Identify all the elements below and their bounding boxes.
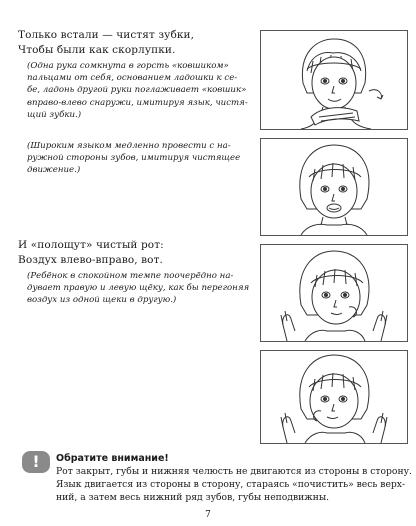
verse-line: И «полощут» чистый рот: [18,239,164,251]
instruction-line: вправо-влево снаружи, имитируя язык, чистя- [27,97,248,108]
girl-cheek-left-illustration [260,350,408,444]
instruction-line: пальцами от себя, основанием ладошки к се- [27,73,238,84]
girl-tongue-illustration [260,138,408,236]
note-title: Обратите внимание! [56,453,169,464]
girl-cheek-right-illustration [260,244,408,342]
instruction-line: дувает правую и левую щёку, как бы перегоняя [27,283,250,294]
instruction-2 [27,140,240,177]
girl-brushing-hands-illustration [260,30,408,130]
note-line: Язык двигается из стороны в сторону, стараясь «почистить» весь верх- [56,479,406,490]
note-line: ний, а затем весь нижний ряд зубов, губы неподвижны. [56,492,330,503]
note-line: Рот закрыт, губы и нижняя челюсть не двигаются из стороны в сторону. [56,466,412,477]
verse-line: Чтобы были как скорлупки. [18,44,176,56]
verse-line: Только встали — чистят зубки, [18,29,195,41]
exclamation-icon: ! [22,451,50,473]
page-number: 7 [205,510,211,520]
instruction-line: воздух из одной щеки в другую.) [27,295,177,306]
instruction-line: движение.) [27,165,81,176]
note-body [56,465,412,504]
instruction-line: (Широким языком медленно провести с на- [27,141,231,151]
instruction-line: (Одна рука сомкнута в горсть «ковшиком» [27,61,229,71]
verse-1 [18,28,194,58]
instruction-3 [27,270,249,307]
instruction-line: щий зубки.) [27,109,82,120]
instruction-1 [27,60,248,121]
instruction-line: бе, ладонь другой руки поглаживает «ковшик» [27,85,247,96]
instruction-line: ружной стороны зубов, имитируя чистящее [27,153,241,164]
verse-2 [18,238,164,268]
verse-line: Воздух влево-вправо, вот. [18,254,163,266]
note-box [12,445,412,511]
instruction-line: (Ребёнок в спокойном темпе поочерёдно на- [27,271,234,281]
